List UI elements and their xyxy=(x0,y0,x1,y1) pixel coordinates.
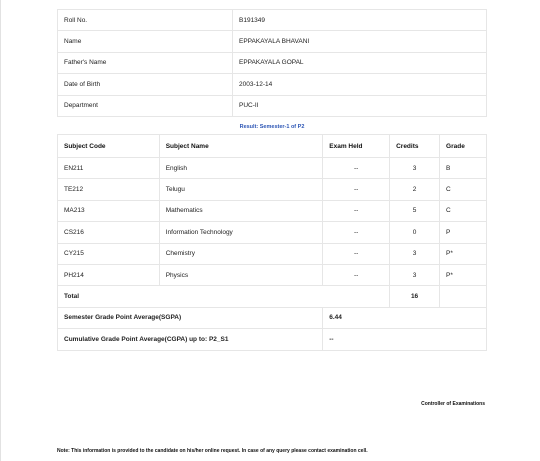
exam-held: -- xyxy=(323,158,390,179)
table-row xyxy=(58,179,487,200)
exam-held: -- xyxy=(323,222,390,243)
footer-note: Note: This information is provided to the candidate on his/her online request. In case of any query please contact examination cell. xyxy=(57,448,368,454)
total-credits: 16 xyxy=(390,286,440,307)
subject-code: PH214 xyxy=(58,264,160,285)
header-subject-code: Subject Code xyxy=(58,135,160,158)
marks-header-row xyxy=(58,135,487,158)
subject-code: TE212 xyxy=(58,179,160,200)
father-label: Father's Name xyxy=(58,52,233,73)
department-label: Department xyxy=(58,95,233,116)
controller-signature-label: Controller of Examinations xyxy=(421,401,485,407)
grade: C xyxy=(440,179,487,200)
name-label: Name xyxy=(58,31,233,52)
table-row xyxy=(58,264,487,285)
dob-value: 2003-12-14 xyxy=(233,74,487,95)
sgpa-label: Semester Grade Point Average(SGPA) xyxy=(58,307,323,328)
exam-held: -- xyxy=(323,179,390,200)
subject-code: EN211 xyxy=(58,158,160,179)
roll-value: B191349 xyxy=(233,10,487,31)
header-grade: Grade xyxy=(440,135,487,158)
table-row xyxy=(58,243,487,264)
sgpa-row xyxy=(58,307,487,328)
credits: 3 xyxy=(390,243,440,264)
father-value: EPPAKAYALA GOPAL xyxy=(233,52,487,73)
grade: P* xyxy=(440,264,487,285)
info-row-dob xyxy=(58,74,487,95)
header-subject-name: Subject Name xyxy=(159,135,323,158)
exam-held: -- xyxy=(323,200,390,221)
header-exam-held: Exam Held xyxy=(323,135,390,158)
subject-name: Telugu xyxy=(159,179,323,200)
table-row xyxy=(58,200,487,221)
subject-name: English xyxy=(159,158,323,179)
marks-table xyxy=(57,134,487,351)
department-value: PUC-II xyxy=(233,95,487,116)
credits: 3 xyxy=(390,158,440,179)
total-label: Total xyxy=(58,286,390,307)
cgpa-row xyxy=(58,329,487,350)
name-value: EPPAKAYALA BHAVANI xyxy=(233,31,487,52)
table-row xyxy=(58,222,487,243)
subject-name: Physics xyxy=(159,264,323,285)
info-row-name xyxy=(58,31,487,52)
grade: B xyxy=(440,158,487,179)
total-grade-empty xyxy=(440,286,487,307)
roll-label: Roll No. xyxy=(58,10,233,31)
subject-name: Mathematics xyxy=(159,200,323,221)
cgpa-value: -- xyxy=(323,329,487,350)
info-row-father xyxy=(58,52,487,73)
subject-code: MA213 xyxy=(58,200,160,221)
credits: 3 xyxy=(390,264,440,285)
student-info-table xyxy=(57,9,487,117)
subject-code: CY215 xyxy=(58,243,160,264)
exam-held: -- xyxy=(323,243,390,264)
credits: 2 xyxy=(390,179,440,200)
info-row-roll xyxy=(58,10,487,31)
dob-label: Date of Birth xyxy=(58,74,233,95)
sgpa-value: 6.44 xyxy=(323,307,487,328)
grade: P xyxy=(440,222,487,243)
table-row xyxy=(58,158,487,179)
credits: 0 xyxy=(390,222,440,243)
grade: C xyxy=(440,200,487,221)
subject-name: Information Technology xyxy=(159,222,323,243)
cgpa-label: Cumulative Grade Point Average(CGPA) up to: P2_S1 xyxy=(58,329,323,350)
header-credits: Credits xyxy=(390,135,440,158)
total-row xyxy=(58,286,487,307)
exam-held: -- xyxy=(323,264,390,285)
grade: P* xyxy=(440,243,487,264)
result-title: Result: Semester-1 of P2 xyxy=(239,124,305,130)
info-row-department xyxy=(58,95,487,116)
credits: 5 xyxy=(390,200,440,221)
subject-code: CS216 xyxy=(58,222,160,243)
subject-name: Chemistry xyxy=(159,243,323,264)
